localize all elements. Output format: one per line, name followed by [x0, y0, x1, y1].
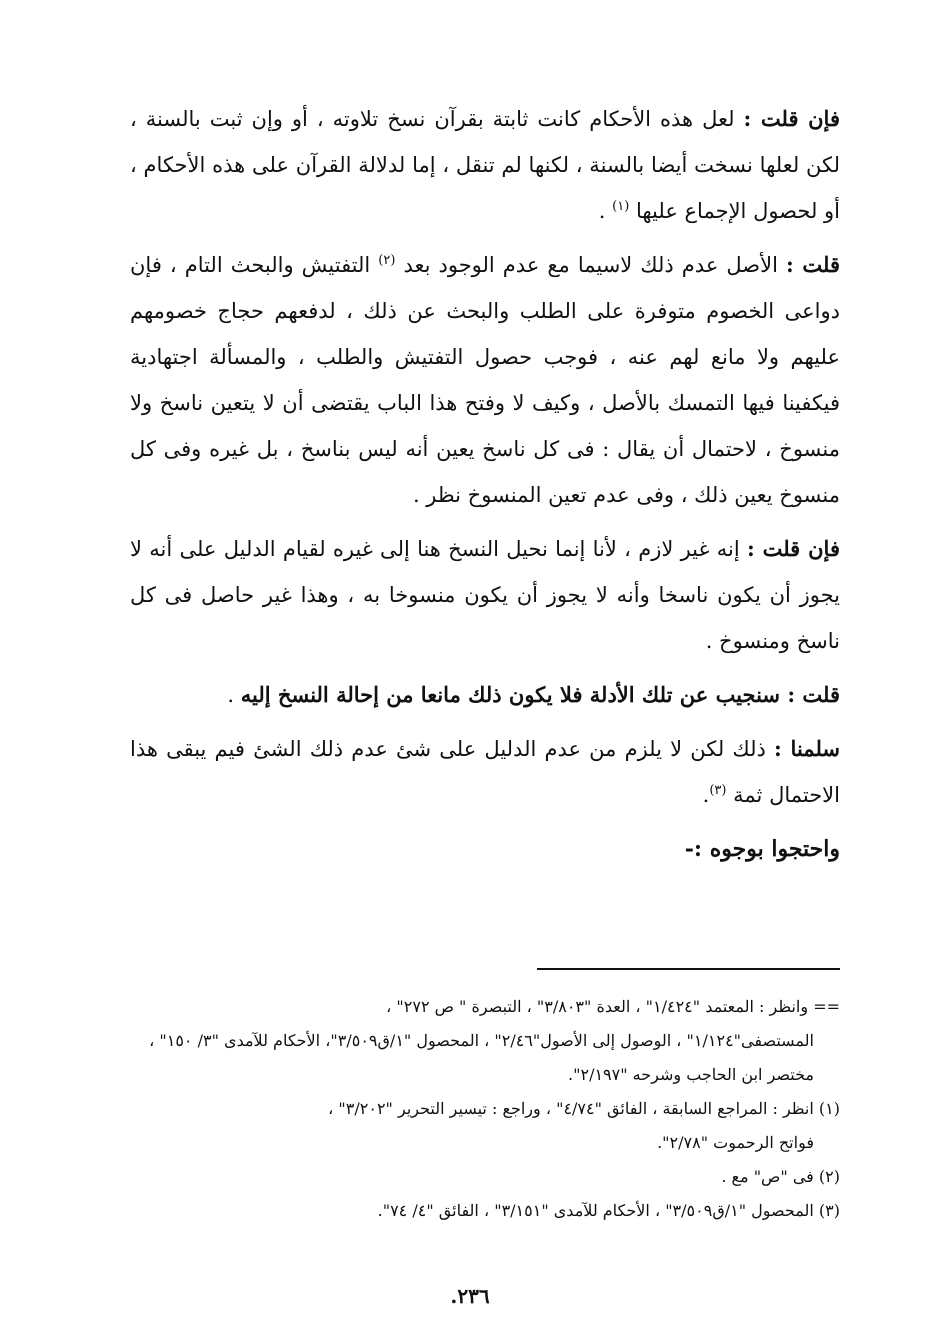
footnote-3	[100, 1194, 840, 1228]
footnote-1	[100, 1092, 840, 1160]
footnote-line: == وانظر : المعتمد "١/٤٢٤" ، العدة "٣/٨٠٣" ، التبصرة " ص ٢٧٢" ،	[386, 997, 840, 1016]
paragraph-tail: .	[702, 783, 710, 807]
paragraph-reply-1	[130, 242, 840, 518]
paragraph-text: الأصل عدم ذلك لاسيما مع عدم الوجود بعد	[395, 253, 786, 277]
footnote-ref: (٢)	[378, 253, 396, 268]
footnotes	[100, 990, 840, 1228]
paragraph-text: ذلك لكن لا يلزم من عدم الدليل على شئ عدم ذلك الشئ فيم يبقى هذا الاحتمال ثمة	[130, 737, 840, 807]
paragraph-text: لعل هذه الأحكام كانت ثابتة بقرآن نسخ تلاوته ، أو وإن ثبت بالسنة ، لكن لعلها نسخت أيضا بالسنة ، لكنها لم تنقل ، إما لدلالة القرآن على هذه الأحكام ، أو لحصول الإجماع عليها	[130, 107, 840, 223]
paragraph-text: إنه غير لازم ، لأنا إنما نحيل النسخ هنا إلى غيره لقيام الدليل على أنه لا يجوز أن يكون ناسخا وأنه لا يجوز أن يكون منسوخا به ، وهذا غير حاصل فى كل ناسخ ومنسوخ .	[130, 537, 840, 653]
footnote-continued	[100, 990, 840, 1092]
footnote-continuation: فواتح الرحموت "٢/٧٨".	[657, 1133, 814, 1152]
paragraph-tail: .	[598, 199, 613, 223]
footnote-continuation: المستصفى"١/١٢٤" ، الوصول إلى الأصول"٢/٤٦" ، المحصول "١/ق٣/٥٠٩"، الأحكام للآمدى "٣/ ١٥٠" ، مختصر ابن الحاجب وشرحه "٢/١٩٧".	[149, 1031, 814, 1084]
footnote-2	[100, 1160, 840, 1194]
footnote-line: (٢) فى "ص" مع .	[721, 1167, 840, 1186]
paragraph-lead: قلت : سنجيب عن تلك الأدلة فلا يكون ذلك مانعا من إحالة النسخ إليه	[240, 682, 840, 707]
paragraph-lead: فإن قلت :	[743, 106, 840, 131]
section-heading: واحتجوا بوجوه :-	[684, 836, 840, 862]
paragraph-text: .	[227, 683, 241, 707]
paragraph-objection-1	[130, 96, 840, 234]
footnote-line: (٣) المحصول "١/ق٣/٥٠٩" ، الأحكام للآمدى "٣/١٥١" ، الفائق "٤/ ٧٤".	[377, 1201, 840, 1220]
paragraph-lead: سلمنا :	[774, 736, 840, 761]
paragraph-lead: فإن قلت :	[746, 536, 840, 561]
footnote-line: (١) انظر : المراجع السابقة ، الفائق "٤/٧٤" ، وراجع : تيسير التحرير "٣/٢٠٢" ،	[328, 1099, 840, 1118]
paragraph-lead: قلت :	[785, 252, 840, 277]
footnote-ref: (٣)	[709, 783, 727, 798]
paragraph-concession	[130, 726, 840, 818]
page-number: ٢٣٦.	[450, 1284, 490, 1308]
paragraph-tail: التفتيش والبحث التام ، فإن دواعى الخصوم متوفرة على الطلب والبحث عن ذلك ، لدفعهم حجاج خصومهم عليهم ولا مانع لهم عنه ، فوجب حصول التفتيش والطلب ، والمسألة اجتهادية فيكفينا فيها التمسك بالأصل ، وكيف لا وفتح هذا الباب يقتضى أن لا يتعين ناسخ ولا منسوخ ، لاحتمال أن يقال : فى كل ناسخ يعين أنه ليس بناسخ ، بل غيره وفى كل منسوخ يعين ذلك ، وفى عدم تعين المنسوخ نظر .	[130, 253, 840, 507]
paragraph-reply-2	[130, 672, 840, 718]
paragraph-objection-2	[130, 526, 840, 664]
footnote-ref: (١)	[612, 199, 630, 214]
footnote-divider	[537, 968, 840, 970]
